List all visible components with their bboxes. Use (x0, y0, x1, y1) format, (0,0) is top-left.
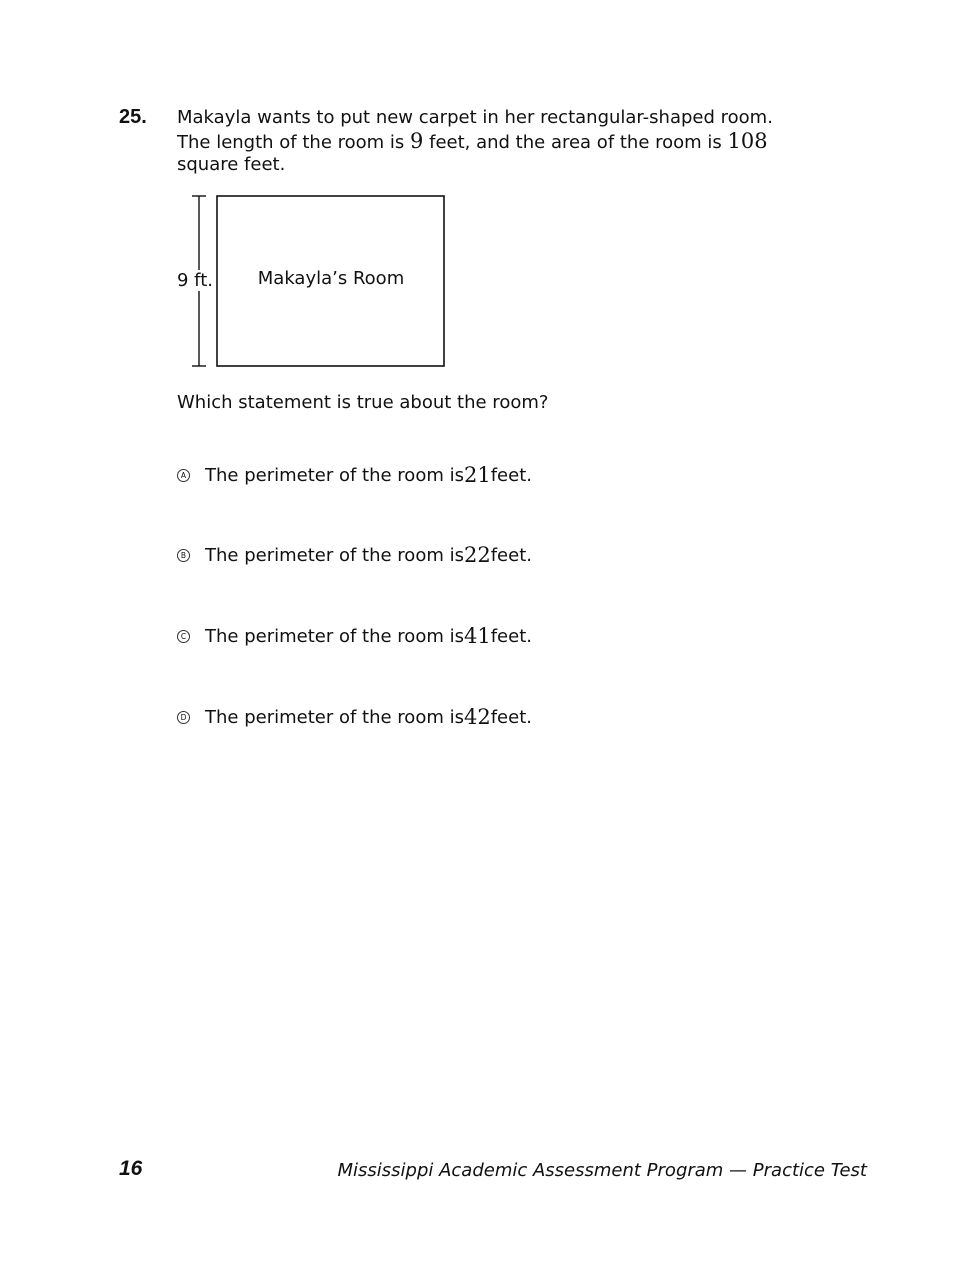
option-text: feet. (490, 625, 532, 647)
stem-line-1: Makayla wants to put new carpet in her rectangular-shaped room. (177, 107, 773, 128)
question-number: 25. (119, 106, 147, 128)
option-text: feet. (490, 706, 532, 728)
option-value: 41 (463, 624, 491, 648)
dimension-label: 9 ft. (177, 270, 213, 291)
option-value: 22 (463, 543, 491, 567)
answer-option-a[interactable] (177, 460, 532, 490)
stem-text: The length of the room is (177, 131, 411, 153)
stem-text: square feet. (177, 154, 286, 175)
page-number: 16 (119, 1157, 143, 1180)
option-value: 42 (463, 705, 491, 729)
stem-text: feet, and the area of the room is (423, 131, 728, 153)
question-stem (177, 107, 857, 177)
option-text: The perimeter of the room is (205, 544, 464, 566)
answer-bubble-b[interactable]: B (177, 549, 190, 562)
footer-title: Mississippi Academic Assessment Program — Practice Test (337, 1160, 867, 1181)
option-text: The perimeter of the room is (205, 464, 464, 486)
answer-option-d[interactable] (177, 702, 532, 732)
answer-option-b[interactable] (177, 540, 532, 570)
area-value: 108 (727, 128, 768, 153)
length-value: 9 (410, 128, 424, 153)
option-text: feet. (490, 544, 532, 566)
question-prompt: Which statement is true about the room? (177, 392, 549, 413)
answer-bubble-c[interactable]: C (177, 630, 190, 643)
answer-option-c[interactable] (177, 621, 532, 651)
answer-bubble-a[interactable]: A (177, 469, 190, 482)
option-text: feet. (490, 464, 532, 486)
room-label: Makayla’s Room (257, 268, 405, 289)
option-text: The perimeter of the room is (205, 625, 464, 647)
option-value: 21 (463, 463, 491, 487)
answer-bubble-d[interactable]: D (177, 711, 190, 724)
option-text: The perimeter of the room is (205, 706, 464, 728)
